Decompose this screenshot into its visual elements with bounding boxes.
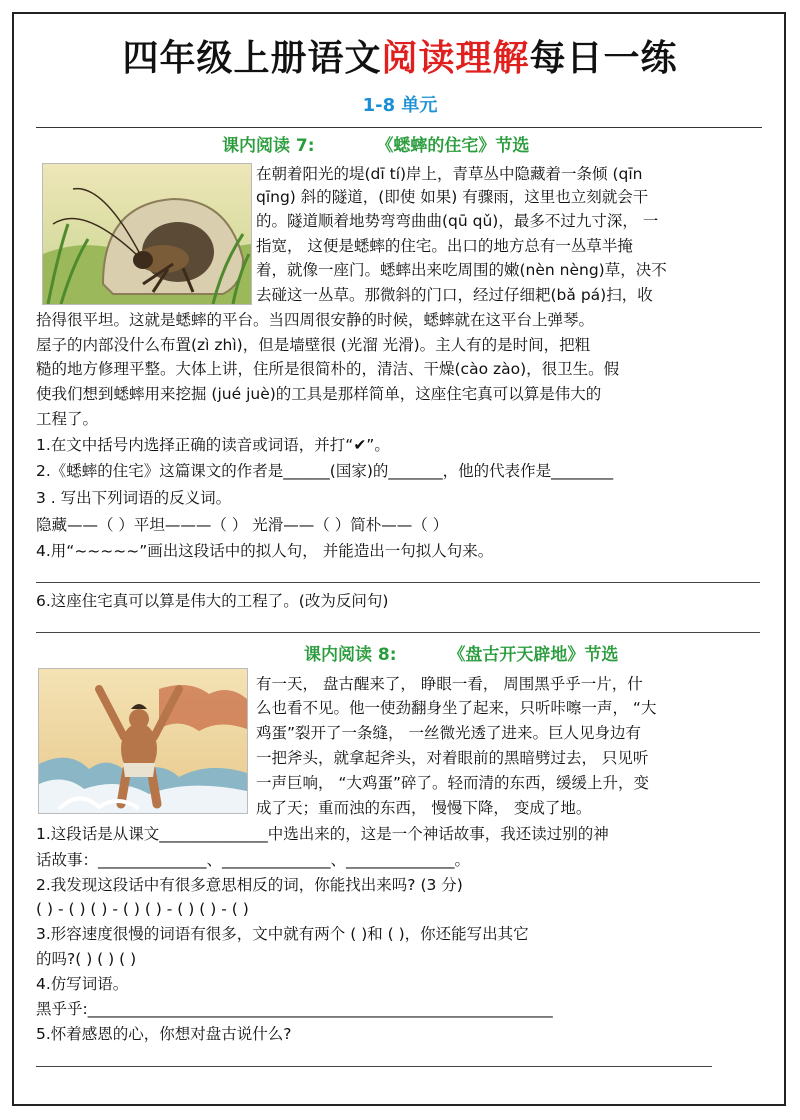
section1-heading-label: 课内阅读 7: (222, 136, 315, 156)
s1-passage-line-8: 屋子的内部没什么布置(zì zhì)，但是墙壁很 (光溜 光滑)。主人有的是时间，把粗 (36, 336, 591, 354)
s2-question-3-cont: 的吗?( ) ( ) ( ) (36, 950, 137, 968)
s2-passage-line-2: 么也看不见。他一使劲翻身坐了起来，只听咔嚓一声， “大 (256, 699, 657, 717)
s1-answer-line-4[interactable] (36, 582, 760, 583)
header-divider (36, 127, 762, 128)
s1-passage-line-10: 使我们想到蟋蟀用来挖掘 (jué juè)的工具是那样简单，这座住宅真可以算是伟大的 (36, 385, 602, 403)
title-highlight: 阅读理解 (381, 37, 530, 79)
s1-question-3-blanks: 隐藏——（ ）平坦———（ ） 光滑——（ ）简朴——（ ） (36, 516, 449, 534)
s2-passage-line-6: 成了天；重而浊的东西， 慢慢下降， 变成了地。 (256, 799, 592, 817)
s2-question-4-answer: 黑乎乎:____________________________________________________________ (36, 1000, 553, 1018)
pangu-illustration (38, 668, 248, 814)
s1-passage-line-11: 工程了。 (36, 410, 99, 428)
s1-passage-line-6: 去碰这一丛草。那微斜的门口，经过仔细耙(bǎ pá)扫，收 (256, 286, 653, 304)
s2-answer-line-5[interactable] (36, 1066, 712, 1067)
s2-question-1: 1.这段话是从课文______________中选出来的，这是一个神话故事，我还读过别的神 (36, 825, 609, 843)
section2-heading-label: 课内阅读 8: (304, 645, 397, 665)
s2-question-5: 5.怀着感恩的心，你想对盘古说什么? (36, 1025, 292, 1043)
section2-heading-title: 《盘古开天辟地》节选 (448, 645, 619, 665)
s2-passage-line-3: 鸡蛋”裂开了一条缝， 一丝微光透了进来。巨人见身边有 (256, 724, 641, 742)
s1-passage-line-3: 的。隧道顺着地势弯弯曲曲(qū qǔ)，最多不过九寸深， 一 (256, 212, 659, 230)
s2-passage-line-5: 一声巨响， “大鸡蛋”碎了。轻而清的东西，缓缓上升，变 (256, 774, 649, 792)
s1-question-4: 4.用“~~~~~”画出这段话中的拟人句， 并能造出一句拟人句来。 (36, 542, 494, 560)
s2-passage-line-4: 一把斧头，就拿起斧头，对着眼前的黑暗劈过去， 只见听 (256, 749, 649, 767)
s2-question-1-cont: 话故事：______________、______________、______________。 (36, 851, 471, 869)
unit-range: 1-8 单元 (362, 95, 438, 116)
s2-question-2: 2.我发现这段话中有很多意思相反的词，你能找出来吗? (3 分) (36, 876, 463, 894)
section1-heading (222, 134, 529, 158)
s1-question-6: 6.这座住宅真可以算是伟大的工程了。(改为反问句) (36, 592, 389, 610)
title-prefix: 四年级上册语文 (122, 37, 382, 79)
s1-question-3: 3 . 写出下列词语的反义词。 (36, 489, 232, 507)
s1-answer-line-6[interactable] (36, 632, 760, 633)
s1-question-2: 2.《蟋蟀的住宅》这篇课文的作者是______(国家)的_______，他的代表作是________ (36, 462, 614, 480)
s1-passage-line-5: 着，就像一座门。蟋蟀出来吃周围的嫩(nèn nèng)草，决不 (256, 261, 667, 279)
cricket-illustration (42, 163, 252, 305)
s2-passage-line-1: 有一天， 盘古醒来了， 睁眼一看， 周围黑乎乎一片，什 (256, 675, 643, 693)
s1-passage-line-4: 指宽， 这便是蟋蟀的住宅。出口的地方总有一丛草半掩 (256, 237, 633, 255)
section2-heading (304, 643, 618, 667)
s1-question-1: 1.在文中括号内选择正确的读音或词语，并打“✔”。 (36, 436, 390, 454)
s2-question-2-blanks: ( ) - ( ) ( ) - ( ) ( ) - ( ) ( ) - ( ) (36, 900, 249, 918)
s2-question-3: 3.形容速度很慢的词语有很多，文中就有两个 ( )和 ( )，你还能写出其它 (36, 925, 529, 943)
s1-passage-line-7: 拾得很平坦。这就是蟋蟀的平台。当四周很安静的时候，蟋蟀就在这平台上弹琴。 (36, 311, 595, 329)
section1-heading-title: 《蟋蟀的住宅》节选 (376, 136, 530, 156)
s2-question-4: 4.仿写词语。 (36, 975, 129, 993)
title-suffix: 每日一练 (529, 37, 678, 79)
page-title (0, 36, 800, 80)
s1-passage-line-9: 糙的地方修理平整。大体上讲，住所是很简朴的，清洁、干燥(cào zào)，很卫生。假 (36, 360, 620, 378)
s1-passage-line-1: 在朝着阳光的堤(dī tí)岸上，青草丛中隐藏着一条倾 (qīn (256, 165, 643, 183)
s1-passage-line-2: qīng) 斜的隧道，(即使 如果) 有骤雨，这里也立刻就会干 (256, 188, 649, 206)
